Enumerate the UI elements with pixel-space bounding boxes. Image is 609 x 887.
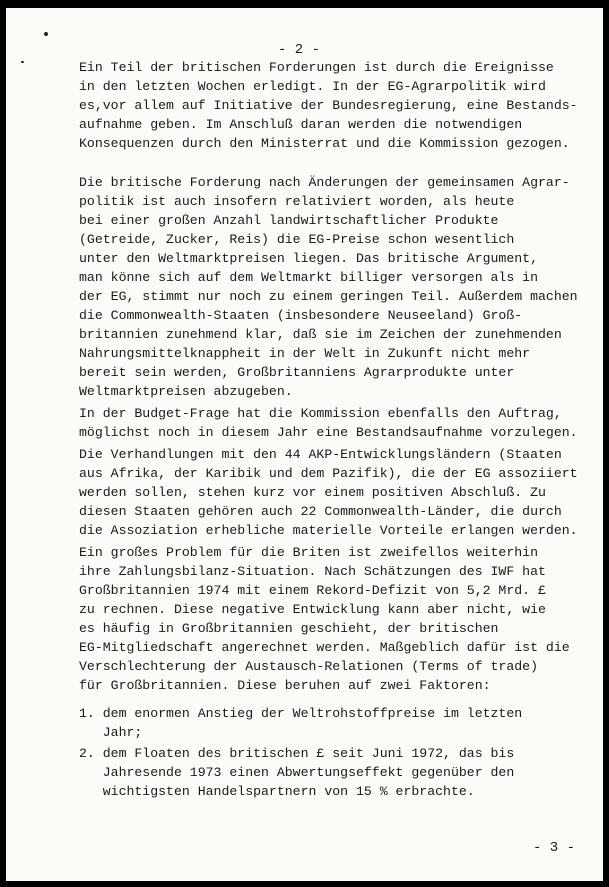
text-line: in den letzten Wochen erledigt. In der EG-Agrarpolitik wird — [79, 79, 546, 94]
text-line: unter den Weltmarktpreisen liegen. Das britische Argument, — [79, 251, 538, 266]
text-line: werden sollen, stehen kurz vor einem positiven Abschluß. Zu — [79, 485, 546, 500]
text-line: Ein großes Problem für die Briten ist zweifellos weiterhin — [79, 545, 538, 560]
text-line: die Assoziation erhebliche materielle Vorteile erlangen werden. — [79, 523, 578, 538]
text-line: (Getreide, Zucker, Reis) die EG-Preise schon wesentlich — [79, 232, 515, 247]
text-line: Verschlechterung der Austausch-Relationen (Terms of trade) — [79, 659, 538, 674]
text-line: es häufig in Großbritannien geschieht, der britischen — [79, 621, 499, 636]
text-line: diesen Staaten gehören auch 22 Commonwealth-Länder, die durch — [79, 504, 562, 519]
list-item-line: Jahr; — [79, 725, 143, 740]
text-line: Weltmarktpreisen abzugeben. — [79, 384, 293, 399]
text-line: EG-Mitgliedschaft angerechnet werden. Maßgeblich dafür ist die — [79, 640, 570, 655]
text-line: für Großbritannien. Diese beruhen auf zwei Faktoren: — [79, 678, 491, 693]
text-line: zu rechnen. Diese negative Entwicklung kann aber nicht, wie — [79, 602, 546, 617]
text-line: man könne sich auf dem Weltmarkt billiger versorgen als in — [79, 270, 538, 285]
document-page — [6, 8, 603, 881]
scan-speck — [21, 61, 24, 63]
text-line: aus Afrika, der Karibik und dem Pazifik), die der EG assoziiert — [79, 466, 578, 481]
text-line: bereit sein werden, Großbritanniens Agrarprodukte unter — [79, 365, 515, 380]
list-item-line: 2. dem Floaten des britischen £ seit Juni 1972, das bis — [79, 746, 515, 761]
text-line: Ein Teil der britischen Forderungen ist durch die Ereignisse — [79, 60, 554, 75]
text-line: politik ist auch insofern relativiert worden, als heute — [79, 194, 515, 209]
list-item-line: wichtigsten Handelspartnern von 15 % erbrachte. — [79, 784, 475, 799]
text-line: der EG, stimmt nur noch zu einem geringen Teil. Außerdem machen — [79, 289, 578, 304]
text-line: britannien zunehmend klar, daß sie im Zeichen der zunehmenden — [79, 327, 562, 342]
text-line: Konsequenzen durch den Ministerrat und die Kommission gezogen. — [79, 136, 570, 151]
text-line: die Commonwealth-Staaten (insbesondere Neuseeland) Groß- — [79, 308, 523, 323]
text-line: aufnahme geben. Im Anschluß daran werden die notwendigen — [79, 117, 523, 132]
text-line: möglichst noch in diesem Jahr eine Bestandsaufnahme vorzulegen. — [79, 425, 578, 440]
text-line: Großbritannien 1974 mit einem Rekord-Defizit von 5,2 Mrd. £ — [79, 583, 546, 598]
list-item-line: Jahresende 1973 einen Abwertungseffekt gegenüber den — [79, 765, 515, 780]
text-line: es,vor allem auf Initiative der Bundesregierung, eine Bestands- — [79, 98, 578, 113]
text-line: Die Verhandlungen mit den 44 AKP-Entwicklungsländern (Staaten — [79, 447, 562, 462]
hole-punch-mark — [44, 32, 48, 36]
text-line: Die britische Forderung nach Änderungen der gemeinsamen Agrar- — [79, 175, 570, 190]
text-line: Nahrungsmittelknappheit in der Welt in Zukunft nicht mehr — [79, 346, 531, 361]
list-item-line: 1. dem enormen Anstieg der Weltrohstoffpreise im letzten — [79, 706, 523, 721]
text-line: bei einer großen Anzahl landwirtschaftlicher Produkte — [79, 213, 499, 228]
page-header: - 2 - — [278, 42, 321, 58]
text-line: In der Budget-Frage hat die Kommission ebenfalls den Auftrag, — [79, 406, 562, 421]
text-line: ihre Zahlungsbilanz-Situation. Nach Schätzungen des IWF hat — [79, 564, 546, 579]
page-footer: - 3 - — [533, 840, 576, 856]
